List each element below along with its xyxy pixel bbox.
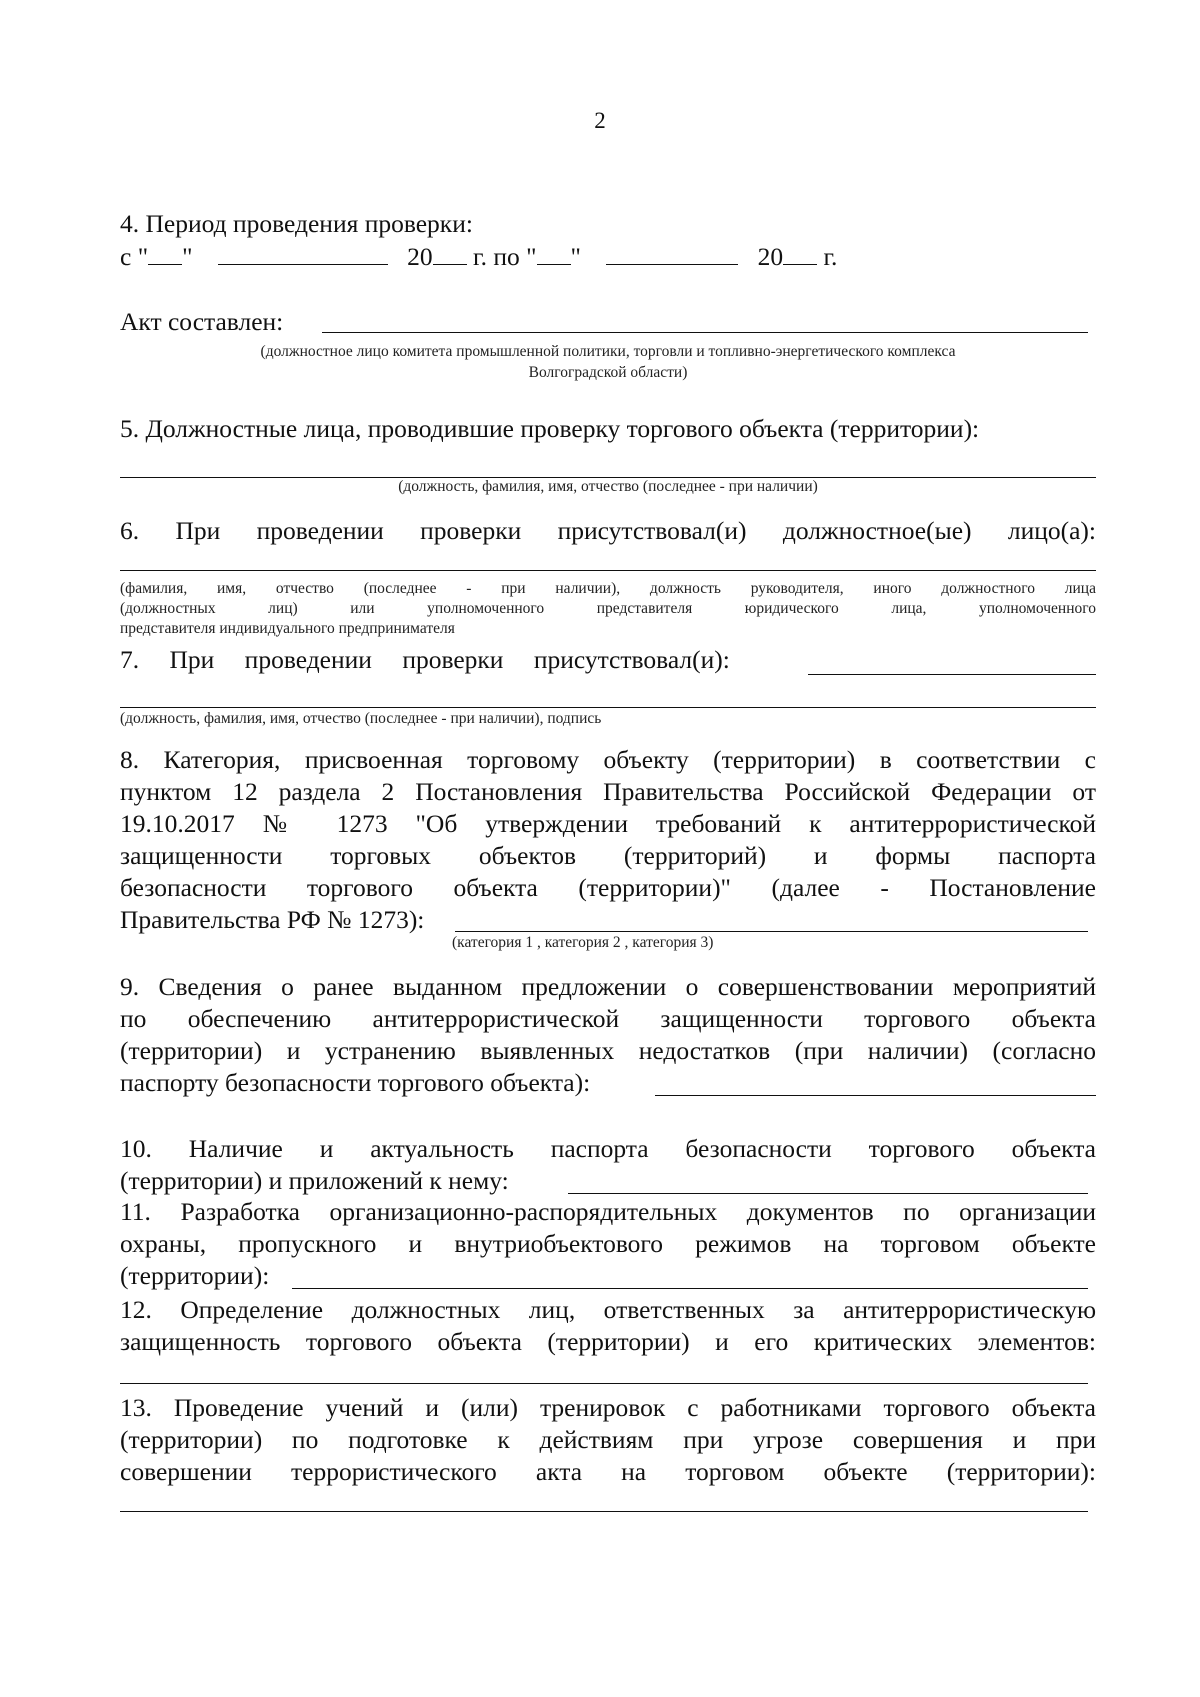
section-9-blank[interactable] — [655, 1095, 1096, 1096]
section-9-line-3: (территории) и устранению выявленных недостатков (при наличии) (согласно — [120, 1036, 1096, 1065]
from-day-blank[interactable] — [148, 240, 182, 265]
act-composed-blank[interactable] — [322, 332, 1088, 333]
section-7-caption: (должность, фамилия, имя, отчество (последнее - при наличии), подпись — [120, 710, 602, 727]
section-6-title: 6. При проведении проверки присутствовал(и) должностное(ые) лицо(а): — [120, 516, 1096, 545]
section-8-line-2: пунктом 12 раздела 2 Постановления Правительства Российской Федерации от — [120, 777, 1096, 806]
section-5-caption: (должность, фамилия, имя, отчество (последнее - при наличии) — [398, 478, 818, 495]
section-7-inline-blank[interactable] — [808, 674, 1096, 675]
section-8-line-4: защищенности торговых объектов (территорий) и формы паспорта — [120, 841, 1096, 870]
section-11-blank[interactable] — [292, 1288, 1088, 1289]
section-8-line-6: Правительства РФ № 1273): — [120, 905, 425, 934]
section-13-blank[interactable] — [120, 1511, 1088, 1512]
from-year-blank[interactable] — [433, 240, 467, 265]
to-year-blank[interactable] — [783, 240, 817, 265]
to-label: г. по " — [473, 242, 537, 271]
act-caption-line-2: Волгоградской области) — [528, 364, 688, 381]
page-number: 2 — [594, 108, 606, 133]
section-4-title: 4. Период проведения проверки: — [120, 209, 473, 238]
act-label: Акт составлен: — [120, 307, 284, 336]
act-caption-line-1: (должностное лицо комитета промышленной политики, торговли и топливно-энергетического комплекса — [260, 343, 956, 360]
section-10-line-1: 10. Наличие и актуальность паспорта безопасности торгового объекта — [120, 1134, 1096, 1163]
quote-close-1: " — [182, 242, 193, 271]
section-10-line-2: (территории) и приложений к нему: — [120, 1166, 509, 1195]
section-6-blank[interactable] — [120, 570, 1096, 571]
section-12-blank[interactable] — [120, 1383, 1088, 1384]
to-year-prefix: 20 — [757, 242, 784, 271]
from-year-prefix: 20 — [407, 242, 433, 271]
section-12-line-1: 12. Определение должностных лиц, ответственных за антитеррористическую — [120, 1295, 1096, 1324]
section-8-line-1: 8. Категория, присвоенная торговому объекту (территории) в соответствии с — [120, 745, 1096, 774]
section-5-title: 5. Должностные лица, проводившие проверку торгового объекта (территории): — [120, 414, 980, 443]
section-11-line-1: 11. Разработка организационно-распорядительных документов по организации — [120, 1197, 1096, 1226]
section-13-line-1: 13. Проведение учений и (или) тренировок с работниками торгового объекта — [120, 1393, 1096, 1422]
section-9-line-1: 9. Сведения о ранее выданном предложении о совершенствовании мероприятий — [120, 972, 1096, 1001]
section-11-line-3: (территории): — [120, 1261, 270, 1290]
from-month-blank[interactable] — [218, 240, 388, 265]
quote-close-2: " — [570, 242, 581, 271]
section-9-line-2: по обеспечению антитеррористической защищенности торгового объекта — [120, 1004, 1096, 1033]
section-9-line-4: паспорту безопасности торгового объекта): — [120, 1068, 591, 1097]
section-8-line-3: 19.10.2017 № 1273 "Об утверждении требований к антитеррористической — [120, 809, 1096, 838]
section-8-caption: (категория 1 , категория 2 , категория 3) — [452, 934, 714, 951]
section-8-line-5: безопасности торгового объекта (территории)" (далее - Постановление — [120, 873, 1096, 902]
section-7-title: 7. При проведении проверки присутствовал(и): — [120, 645, 730, 674]
section-12-line-2: защищенность торгового объекта (территории) и его критических элементов: — [120, 1327, 1096, 1356]
section-11-line-2: охраны, пропускного и внутриобъектового режимов на торговом объекте — [120, 1229, 1096, 1258]
section-13-line-3: совершении террористического акта на торговом объекте (территории): — [120, 1457, 1096, 1486]
section-6-caption-line-3: представителя индивидуального предпринимателя — [120, 620, 455, 637]
section-6-caption-line-2: (должностных лиц) или уполномоченного представителя юридического лица, уполномоченного — [120, 600, 1096, 617]
section-7-blank[interactable] — [120, 707, 1096, 708]
section-4-period-line — [120, 240, 1096, 273]
to-month-blank[interactable] — [606, 240, 738, 265]
year-suffix: г. — [823, 242, 838, 271]
section-8-category-blank[interactable] — [455, 931, 1088, 932]
act-composed-line — [120, 306, 1096, 338]
section-6-caption-line-1: (фамилия, имя, отчество (последнее - при наличии), должность руководителя, иного должностного лица — [120, 580, 1096, 597]
section-10-blank[interactable] — [568, 1193, 1088, 1194]
from-label: с " — [120, 242, 149, 271]
to-day-blank[interactable] — [537, 240, 571, 265]
section-13-line-2: (территории) по подготовке к действиям при угрозе совершения и при — [120, 1425, 1096, 1454]
